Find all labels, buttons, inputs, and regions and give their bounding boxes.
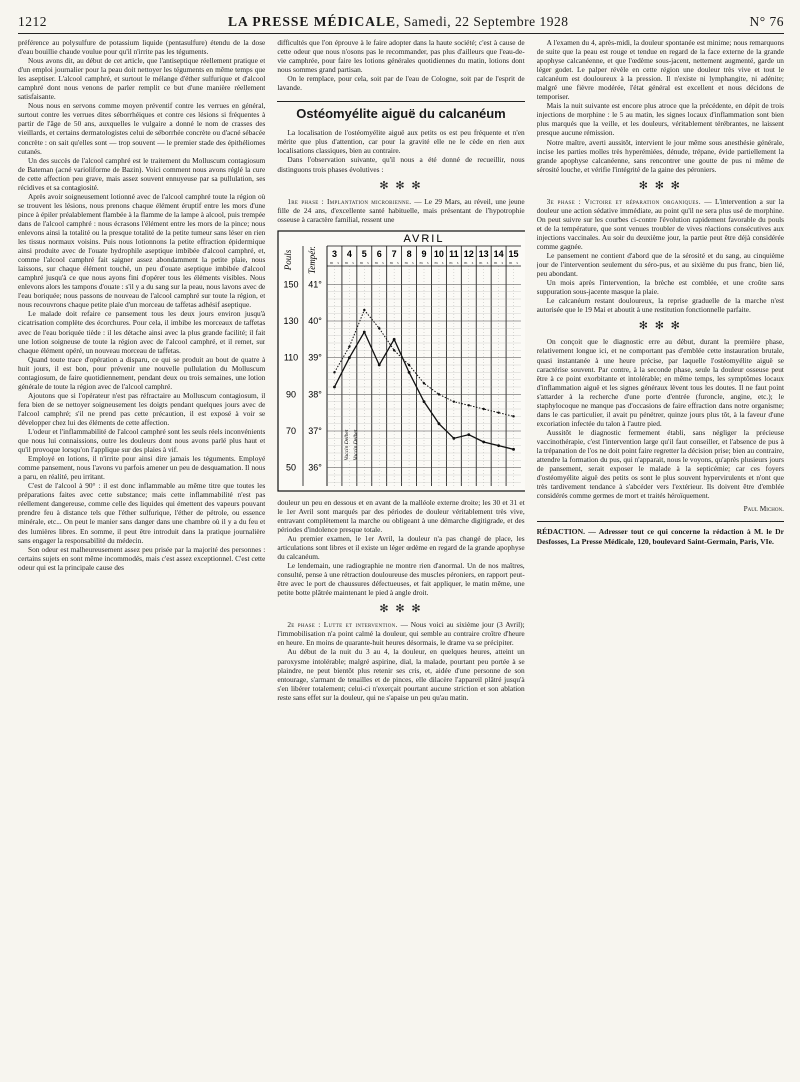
day-tick-label: 6 [377,248,383,259]
temp-tick-label: 38° [308,389,323,400]
article-title: Ostéomyélite aiguë du calcanéum [277,101,524,118]
data-point [468,404,470,406]
temp-tick-label: 41° [308,279,323,290]
pulse-tick-label: 110 [284,352,299,363]
evening-marker: s [367,259,370,265]
journal-title: LA PRESSE MÉDICALE [227,14,397,29]
phase-text: — Nous voici au sixième jour (3 Avril); l'immobilisation n'a point calmé la douleur, qui semble au contraire croître d'heure en heure. En moins de quarante-huit heures désormais, le drame va se précipiter. [277,620,525,648]
day-tick-label: 11 [449,248,459,259]
pulse-tick-label: 150 [283,279,299,290]
evening-marker: s [337,259,340,265]
data-point [393,338,396,341]
day-tick-label: 15 [508,248,519,259]
morning-marker: m [434,259,438,265]
data-point [378,327,380,329]
issue-number: N° 76 [749,14,784,29]
paragraph: Nous avons dit, au début de cet article, que l'antiseptique réellement pratique et d'un emploi journalier pour la peau doit nettoyer les téguments en même temps que les aseptiser. L'alcool camphré, et surtout le mélange d'éther sulfurique et d'alcool camphré dont nous venons de parler remplit ce but d'une manière réellement satisfaisante. [18,56,266,102]
day-tick-label: 4 [347,248,353,259]
paragraph [277,620,524,647]
phase-text: — L'intervention a sur la douleur une action sédative immédiate, au point qu'il ne sera plus usé de morphine. On peut suivre sur les courbes ci-contre l'évolution rapidement favorable du pouls et de la température, que sont venues troubler de vives réactions consécutives aux injections vaccinales. Au soir du deuxième jour, la partie peut être déjà considérée comme gagnée. [536,196,784,251]
journal-title-line: LA PRESSE MÉDICALE, Samedi, 22 Septembre 1928 [227,14,569,29]
page-header [18,14,784,34]
phase-text: — Le 29 Mars, au réveil, une jeune fille de 24 ans, d'excellente santé habituelle, mais présentant de l'hypotrophie osseuse à caractère familial, ressent une [277,196,525,224]
day-tick-label: 9 [421,248,427,259]
data-point [408,371,411,374]
paragraph: L'odeur et l'inflammabilité de l'alcool camphré sont les seuls réels inconvénients que nous lui connaissions, outre les douleurs dont nous avons parlé plus haut et qu'il provoque lorsqu'on l'applique sur des plaies à vif. [18,427,266,455]
data-point [483,440,486,443]
day-tick-label: 10 [434,248,445,259]
paragraph: Un des succès de l'alcool camphré est le traitement du Molluscum contagiosum de Bateman (acné varioliforme de Bazin). Voici comment nous avons réglé la cure de cette affection peu grave, mais assez souvent ennuyeuse par sa pullulation, ses récidives et sa contagiosité. [18,155,266,192]
morning-marker: m [360,259,364,265]
data-point [349,345,351,347]
section-separator: ✻ ✻ ✻ [638,179,682,192]
data-point [393,349,395,351]
evening-marker: s [382,259,385,265]
day-tick-label: 14 [493,248,504,259]
column-2 [277,38,524,1078]
day-tick-label: 12 [464,248,475,259]
issue-date: Samedi, 22 Septembre 1928 [403,14,569,29]
morning-marker: m [404,259,409,265]
data-point [453,400,455,402]
data-point [483,408,485,410]
paragraph: Après avoir soigneusement lotionné avec de l'alcool camphré toute la région où se trouvent les lésions, nous prenons chaque élément éruptif entre les mors d'une pince à épiler préalablement flambée à la flamme de la lampe à alcool, puis trempée dans de l'alcool camphré : nous écrasons l'élément entre les mors de la pince; nous enlevons ainsi la totalité ou la presque totalité de la petite tumeur sans léser en rien les tissus normaux voisins. Puis nous lotionnons la petite effraction épidermique ainsi produite avec de l'ouate hydrophile aseptique imbibée d'alcool camphré, et, comme l'alcool camphré fait saigner assez abondamment la petite plaie, nous laissons, sur chaque élément touché, un peu d'ouate aseptique imbibée d'alcool camphré jusqu'à ce que nous ayons fini d'opérer tous les éléments visibles. Nous enlevons alors les tampons d'ouate : s'il y a du sang sur la peau, nous lavons avec de l'eau boriquée; nous passons de nouveau de l'alcool camphré sur toute la région, et nous recouvrons chaque petite plaie d'un morceau de taffetas adhésif aseptique. [18,191,266,310]
data-point [378,363,381,366]
paragraph: Le lendemain, une radiographie ne montre rien d'anormal. Un de nos maîtres, consulté, pense à une rétraction douloureuse des muscles péroniers, en rapport peut-être avec le port de chaussures défectueuses, et fait appliquer, le matin même, une petite botte plâtrée maintenant le pied à angle droit. [277,561,525,598]
data-point [408,364,410,366]
data-point [498,444,501,447]
day-tick-label: 3 [332,248,338,259]
paragraph: Un mois après l'intervention, la brèche est comblée, et une croûte sans suppuration sous-jacente masque la plaie. [536,278,784,297]
paragraph: Le calcanéum restant douloureux, la reprise graduelle de la marche n'est autorisée que le 19 Mai et aboutit à une restitution fonctionnelle parfaite. [536,296,784,315]
paragraph: Aussitôt le diagnostic fermement établi, sans négliger la précieuse vaccinothérapie, c'est l'intervention large qu'il faut conseiller, et l'absence de pus à la trépanation de l'os ne doit point faire regretter la décision prise; bien au contraire, attendre la formation du pus, qui n'apparait, nous le voyons, qu'après plusieurs jours de pansement, serait exposer le malade à la septicémie; car ces foyers d'ostéomyélite aiguë des petits os sont le plus souvent hypervirulents et n'ont que très tardivement tendance à s'abcéder vers l'extérieur. Ils doivent être d'emblée considérés comme germes de mort et traités héroïquement. [536,427,784,501]
day-tick-label: 13 [479,248,490,259]
evening-marker: s [457,259,459,265]
author-signature: Paul Michon. [743,504,784,514]
data-point [333,385,336,388]
paragraph: Mais la nuit suivante est encore plus atroce que la précédente, en dépit de trois injections de morphine : le 5 au matin, les signes locaux d'inflammation sont bien plus marqués que la veille, et les douleurs, véritablement térébrantes, ne laissent presque aucune rémission. [536,101,784,138]
evening-marker: s [397,259,400,265]
evening-marker: s [427,259,429,265]
phase-label: 3e phase : Victoire et réparation organiques. [546,196,701,206]
paragraph [537,197,784,251]
paragraph: préférence au polysulfure de potassium liquide (pentasulfure) étendu de la dose d'eau bouillie chaude voulue pour qu'il n'irrite pas les téguments. [18,38,266,57]
data-point [468,433,471,436]
paragraph: difficultés que l'on éprouve à le faire adopter dans la haute société; c'est à cause de cette odeur que nous n'osons pas le recommander, pas plus d'ailleurs que l'eau-de-vie camphrée, pour faire les lotions générales quotidiennes du matin, lotions dont nous sommes grand partisan. [277,38,525,75]
paragraph: Quand toute trace d'opération a disparu, ce qui se produit au bout de quatre à huit jours, il est bon, pour prévenir une nouvelle pullulation du Molluscum contagiosum, de faire quotidiennement, pendant deux ou trois semaines, une lotion générale de toute la région avec de l'alcool camphré. [18,354,266,391]
morning-marker: m [464,259,468,265]
chart-svg [277,230,524,492]
paragraph: On conçoit que le diagnostic erre au début, durant la première phase, relativement longue ici, et ne comportant pas d'emblée cette instauration brutale, quasi instantanée à une heure précise, par laquelle l'ostéomyélite aiguë se caractérise souvent. Par contre, à la seconde phase, seule la douleur osseuse peut être à ce point exorbitante et intolérable; en même temps, les symptômes locaux d'inflammation aiguë et les signes généraux lèvent tous les doutes. Il ne faut point s'attarder à la recherche d'une porte d'entrée (furoncle, angine, etc.); le staphylocoque ne manque pas d'occasions de faire effraction dans notre organisme; dans le cas particulier, il avait pu pénétrer, quinze jours plus tôt, à la faveur d'une excoriation infectée du talon à l'autre pied. [536,337,784,428]
paragraph: On le remplace, pour cela, soit par de l'eau de Cologne, soit par de l'esprit de lavande. [277,74,525,93]
data-point [423,382,425,384]
evening-marker: s [516,259,519,265]
temp-tick-label: 40° [308,315,323,326]
paragraph: Employé en lotions, il n'irrite pour ainsi dire jamais les téguments. Employé comme pansement, nous l'avons vu parfois amener un peu de desquamation. Il nous a paru, en réalité, peu irritant. [18,454,266,482]
day-tick-label: 8 [406,248,412,259]
page-number: 1212 [18,14,47,29]
data-point [363,309,365,311]
paragraph: Le malade doit refaire ce pansement tous les deux jours environ jusqu'à cicatrisation complète des écorchures. Pour cela, il imbibe les morceaux de taffetas avec de l'eau boriquée tiède : il les détache ainsi avec la plus grande facilité; il fait une lotion soigneuse de toute la région avec de l'alcool camphré, et il remet, sur chaque élément opéré, un nouveau morceau de taffetas. [18,309,266,355]
pulse-tick-label: 90 [286,389,297,400]
column-1 [18,38,265,1078]
temp-tick-label: 37° [308,425,323,436]
evening-marker: s [487,259,489,265]
morning-marker: m [419,259,423,265]
morning-marker: m [494,259,498,265]
data-point [438,393,440,395]
paragraph: Nous nous en servons comme moyen préventif contre les verrues en général, surtout contre les verrues dites séborrhéiques et contre ces lésions si fréquentes à partir de l'âge de 50 ans, auxquelles le vulgaire a donné le nom de crasses des vieillards, et certains dermatologistes celui de séborrhée concrète ou d'acné sébacée concrète : on sait qu'elles sont — trop souvent — le premier stade des épithéliomes cutanés. [18,101,266,156]
paragraph: A l'examen du 4, après-midi, la douleur spontanée est minime; nous remarquons de suite que la peau est rouge et tendue en regard de la face externe de la grande apophyse calcanéenne, et que l'œdème sous-jacent, nettement augmenté, garde un léger godet. Le palper révèle en cette région une douleur très vive et tout le calcanéum est douloureux à la pression. Il n'existe ni lymphangite, ni adénite; malgré une fièvre modérée, l'état général est excellent et nous décidons de temporiser. [536,38,784,102]
paragraph: Son odeur est malheureusement assez peu prisée par la majorité des personnes : certains sujets en sont même incommodés, mais c'est assez exceptionnel. C'est cette odeur qui est la principale cause des [18,544,266,572]
day-tick-label: 5 [362,248,368,259]
morning-marker: m [479,259,483,265]
paragraph: Notre maître, averti aussitôt, intervient le jour même sous anesthésie générale, incise les parties molles très hyperémiées, dénude, trépane, évide partiellement la grande apophyse calcanéenne, sans rencontrer une goutte de pus ni même de sérosité louche, et vérifie l'intégrité de la gaine des péroniers. [536,137,784,174]
data-point [513,415,515,417]
pulse-tick-label: 70 [286,425,297,436]
evening-marker: s [442,259,444,265]
temp-axis-label: Tempér. [307,245,318,274]
evening-marker: s [412,259,414,265]
paragraph [277,197,524,224]
editorial-notice: RÉDACTION. — Adresser tout ce qui concerne la rédaction à M. le Dr Desfosses, La Presse Médicale, 120, boulevard Saint-Germain, Paris, VIe. [537,521,784,547]
morning-marker: m [390,259,394,265]
column-3 [537,38,784,1078]
paragraph: Le pansement ne contient d'abord que de la sérosité et du sang, au cinquième jour de l'intervention seulement du séro-pus, et au sixième du pus franc, bien lié, peu abondant. [536,251,784,279]
section-separator: ✻ ✻ ✻ [638,320,682,333]
paragraph: douleur un peu en dessous et en avant de la malléole externe droite; les 30 et 31 et le 1er Avril sont marqués par des périodes de douleur véritablement très vive, entravant complètement la marche ou obligeant à une démarche digitigrade, et des périodes d'indolence presque totale. [277,497,525,534]
pulse-axis-label: Pouls [283,249,294,271]
temp-tick-label: 39° [308,352,323,363]
day-tick-label: 7 [391,248,397,259]
paragraph: La localisation de l'ostéomyélite aiguë aux petits os est peu fréquente et n'en mérite que plus d'attention, car pour la gravité elle ne le cède en rien aux localisations classiques, bien au contraire. [277,128,525,156]
data-point [363,330,366,333]
data-point [438,422,441,425]
phase-label: 2e phase : Lutte et intervention. [287,620,398,630]
evening-marker: s [472,259,474,265]
morning-marker: m [509,259,513,265]
section-separator: ✻ ✻ ✻ [379,603,423,616]
phase-label: 1re phase : Implantation microbienne. [287,196,412,206]
morning-marker: m [375,259,379,265]
vaccine-annotation: Vaccin Delbet [353,429,360,461]
paragraph: C'est de l'alcool à 90° : il est donc inflammable au même titre que toutes les préparations faites avec cette substance; mais cette inflammabilité n'est pas réellement dangereuse, comme celle des liquides qui émettent des vapeurs pouvant prendre feu à distance tels que l'éther sulfurique, l'éther de pétrole, ou essence minérale, etc... On peut le manier sans danger dans une chambre où il y a du feu et des lumières libres. En somme, il peut être introduit dans la pratique journalière sans engager la responsabilité du médecin. [18,481,266,545]
paragraph: Au premier examen, le 1er Avril, la douleur n'a pas changé de place, les articulations sont libres et il existe un léger œdème en regard de la grande apophyse du calcanéum. [277,533,525,562]
data-point [423,400,426,403]
data-point [348,356,351,359]
evening-marker: s [352,259,355,265]
data-point [512,448,515,451]
pulse-tick-label: 50 [286,462,297,473]
temp-tick-label: 36° [308,462,323,473]
data-point [334,371,336,373]
morning-marker: m [330,259,334,265]
paragraph: Dans l'observation suivante, qu'il nous a été donné de recueillir, nous distinguons trois phases évolutives : [277,155,525,174]
vaccine-annotation: Vaccin Delbet [344,429,351,461]
paragraph: Au début de la nuit du 3 au 4, la douleur, en quelques heures, atteint un paroxysme intolérable; malgré aspirine, dial, la malade, pourtant peu portée à se plaindre, ne peut bientôt plus retenir ses cris, et, aidée d'une personne de son entourage, s'armant de tenailles et de pinces, elle dilacère l'appareil plâtré jusqu'à s'en libérer totalement; celui-ci n'exerçait pourtant aucune striction et son ablation reste sans effet sur la douleur, qui ne s'apaise un peu qu'au matin. [277,647,525,702]
morning-marker: m [345,259,349,265]
evening-marker: s [501,259,504,265]
data-point [498,411,500,413]
morning-marker: m [449,259,453,265]
data-point [453,437,456,440]
paragraph: Ajoutons que si l'opérateur n'est pas réfractaire au Molluscum contagiosum, il fera bien de se nettoyer soigneusement les doigts pendant quelques jours avec de l'alcool camphré; s'il ne prend pas cette précaution, il est exposé à voir se développer chez lui des éléments de cette affection. [18,390,266,427]
pulse-tick-label: 130 [283,315,299,326]
chart-title: AVRIL [403,232,445,245]
section-separator: ✻ ✻ ✻ [379,179,423,192]
temperature-pulse-chart [277,230,524,492]
